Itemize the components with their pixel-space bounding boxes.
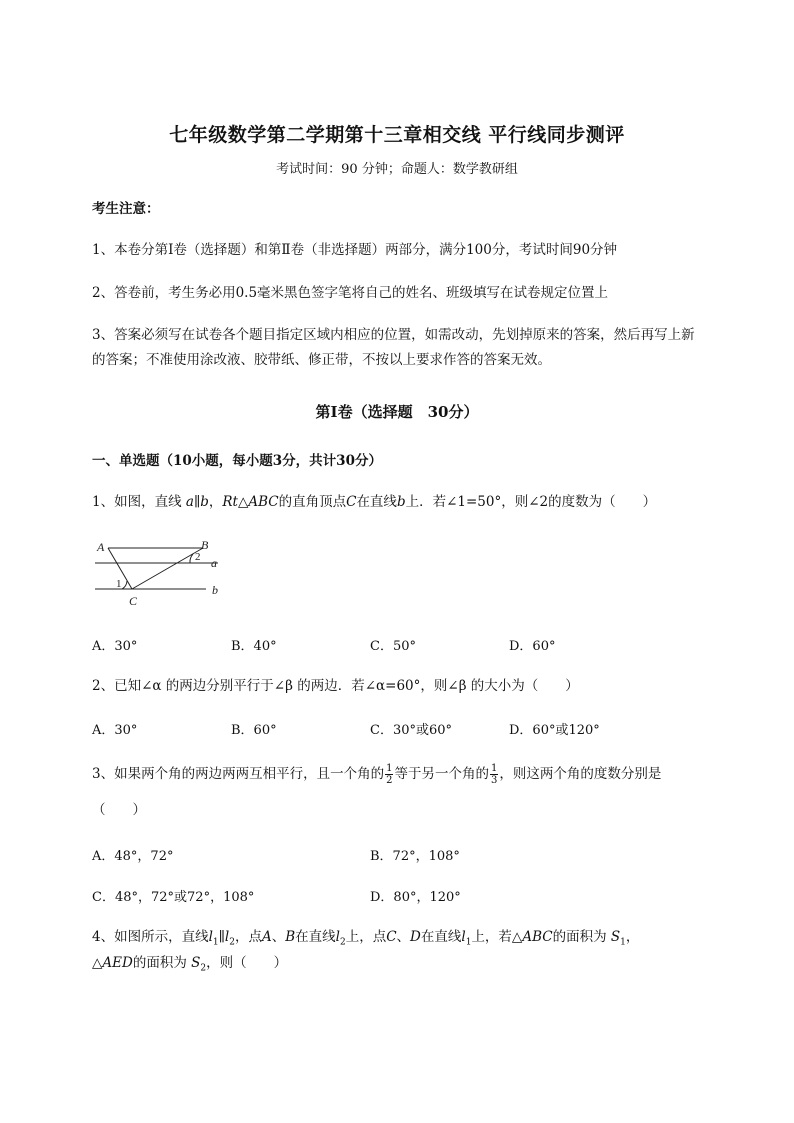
- angle-1-arc: [122, 581, 127, 589]
- label-C: C: [129, 594, 138, 608]
- q2-option-b[interactable]: B．60°: [231, 723, 277, 738]
- label-b: b: [212, 583, 218, 597]
- question-4-text: 4、如图所示，直线$l_1\parallel l_2$，点A、B在直线$l_2$上，点C、D在直线$l_1$上，若△ABC的面积为 $S_1$，: [92, 929, 640, 948]
- notice-item-3-continued: 的答案；不准使用涂改液、胶带纸、修正带，不按以上要求作答的答案无效。: [92, 352, 551, 368]
- question-4-text-continued: △AED的面积为 $S_2$，则（ ）: [92, 955, 288, 974]
- question-1-figure: [92, 535, 232, 610]
- label-angle-2: 2: [195, 551, 201, 563]
- fraction-one-half: $\frac{1}{2}$: [386, 763, 393, 786]
- question-2-text: 2、已知∠α 的两边分别平行于∠β 的两边．若∠α=60°，则∠β 的大小为（ ）: [92, 678, 579, 694]
- question-3-text: 3、如果两个角的两边两两互相平行，且一个角的 $\frac{1}{2}$ 等于另一个角的 $\frac{1}{3}$ ，则这两个角的度数分别是: [92, 763, 662, 786]
- q1-option-a[interactable]: A．30°: [92, 639, 138, 654]
- q2-option-d[interactable]: D．60°或120°: [509, 723, 600, 738]
- q1-option-b[interactable]: B．40°: [231, 639, 277, 654]
- section-title: 第Ⅰ卷（选择题 30分）: [315, 403, 479, 421]
- notice-item-2: 2、答卷前，考生务必用0.5毫米黑色签字笔将自己的姓名、班级填写在试卷规定位置上: [92, 285, 609, 301]
- fraction-one-third: $\frac{1}{3}$: [490, 763, 498, 786]
- page-title: 七年级数学第二学期第十三章相交线 平行线同步测评: [169, 124, 625, 146]
- question-3-bracket: （ ）: [92, 802, 146, 818]
- notice-heading: 考生注意：: [92, 201, 160, 217]
- q3-option-a[interactable]: A．48°，72°: [92, 849, 174, 864]
- q3-option-c[interactable]: C．48°，72°或72°，108°: [92, 890, 255, 905]
- label-a: a: [211, 556, 217, 570]
- q2-option-c[interactable]: C．30°或60°: [370, 723, 453, 738]
- notice-item-1: 1、本卷分第Ⅰ卷（选择题）和第Ⅱ卷（非选择题）两部分，满分100分，考试时间90分钟: [92, 242, 618, 258]
- q3-option-d[interactable]: D．80°，120°: [370, 890, 461, 905]
- question-1-text: 1、如图，直线 a∥b，Rt△ABC的直角顶点C在直线b上．若∠1=50°，则∠2的度数为（ ）: [92, 494, 657, 510]
- q3-option-b[interactable]: B．72°，108°: [370, 849, 460, 864]
- q1-option-d[interactable]: D．60°: [509, 639, 556, 654]
- label-angle-1: 1: [116, 578, 122, 590]
- label-B: B: [201, 538, 209, 552]
- exam-info: 考试时间：90 分钟；命题人：数学教研组: [276, 162, 518, 177]
- q1-option-c[interactable]: C．50°: [370, 639, 416, 654]
- q2-option-a[interactable]: A．30°: [92, 723, 138, 738]
- notice-item-3: 3、答案必须写在试卷各个题目指定区域内相应的位置，如需改动，先划掉原来的答案，然后再写上新: [92, 327, 695, 343]
- label-A: A: [97, 540, 105, 554]
- part-heading: 一、单选题（10小题，每小题3分，共计30分）: [92, 453, 382, 469]
